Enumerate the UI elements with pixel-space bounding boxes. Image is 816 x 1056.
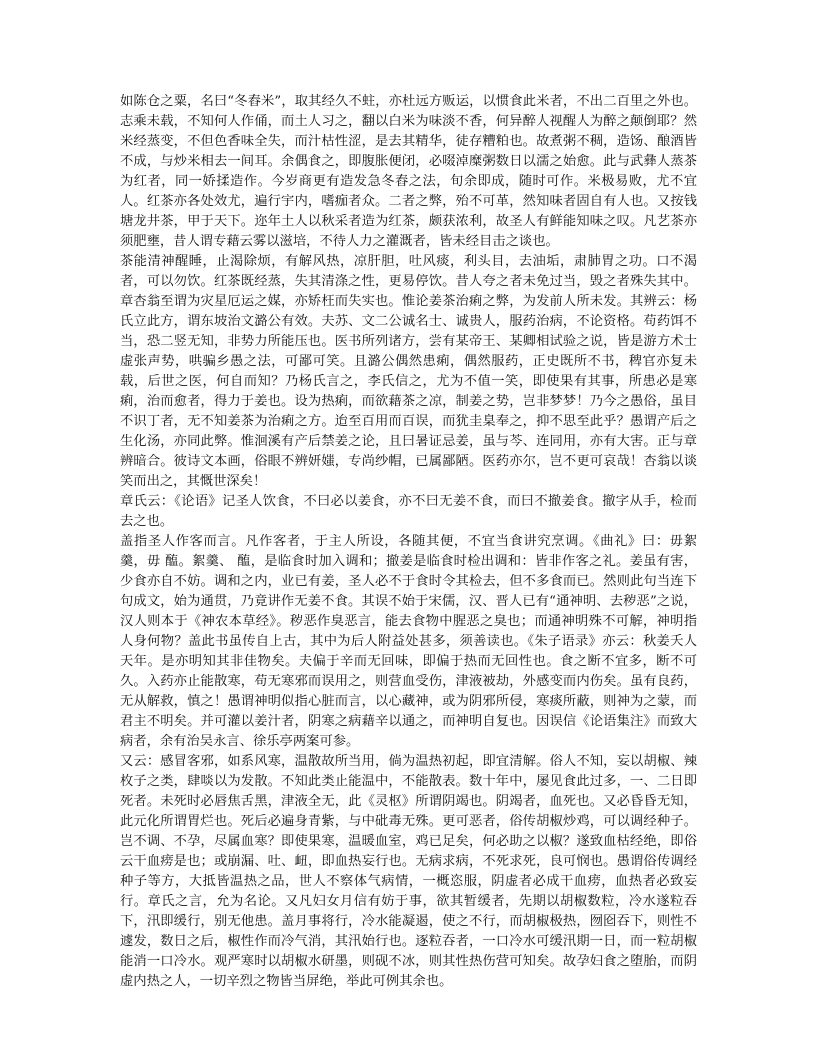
paragraph-analects-ginger: 章氏云：《论语》记圣人饮食，不曰必以姜食，亦不曰无姜不食，而曰不撤姜食。撤字从手，检而去之也。	[120, 494, 697, 529]
paragraph-guest-etiquette: 盖指圣人作客而言。凡作客者，于主人所设，各随其便，不宜当食讲究烹调。《曲礼》曰：毋絮羹，毋 醢。絮羹、 醢，是临食时加入调和；撤姜是临食时检出调和：皆非作客之礼。姜虽有害，少食亦自不妨。调和之内，业已有姜，圣人必不于食时令其检去，但不多食而已。然则此句当连下句成文，始为通贯，乃竟讲作无姜不食。其误不始于宋儒，汉、晋人已有“通神明、去秽恶”之说，汉人则本于《神农本草经》。秽恶作臭恶言，能去食物中腥恶之臭也；而通神明殊不可解，神明指人身何物？盖此书虽传自上古，其中为后人附益处甚多，须善读也。《朱子语录》亦云：秋姜夭人天年。是亦明知其非佳物矣。夫偏于辛而无回味，即偏于热而无回性也。食之断不宜多，断不可久。入药亦止能散寒，苟无寒邪而误用之，则营血受伤，津液被劫，外感变而内伤矣。虽有良药，无从解救，慎之！愚谓神明似指心脏而言，以心藏神，或为阴邪所侵，寒痰所蔽，则神为之蒙，而君主不明矣。并可灌以姜汁者，阴寒之病藉辛以通之，而神明自复也。因误信《论语集注》而致大病者，余有治吴永言、徐乐亭两案可参。	[120, 534, 697, 749]
paragraph-winter-rice: 如陈仓之粟，名曰“冬舂米”，取其经久不蛀，亦杜远方贩运，以惯食此米者，不出二百里之外也。志乘未载，不知何人作俑，而土人习之，翻以白米为味淡不香，何异醉人视醒人为醉之颠倒耶？然米经蒸变，不但色香味全失，而汁枯性涩，是去其精华，徒存糟粕也。故煮粥不稠，造饧、酿酒皆不成，与炒米相去一间耳。余偶食之，即腹胀便闭，必啜淖糜粥数日以濡之始愈。此与武彝人蒸茶为红者，同一娇揉造作。今岁商更有造发急冬舂之法，旬余即成，随时可作。米极易败，尤不宜人。红茶亦各处效尤，遍行宇内，嗜痂者众。二者之弊，殆不可革，然知味者固自有人也。又按钱塘龙井茶，甲于天下。迩年土人以秋采者造为红茶，颇获浓利，故圣人有鲜能知味之叹。凡艺茶亦须肥壅，昔人谓专藉云雾以滋培，不待人力之灌溉者，皆未经目击之谈也。	[120, 94, 697, 249]
paragraph-tea-and-ginger: 茶能清神醒睡，止渴除烦，有解风热，凉肝胆，吐风痰，利头目，去油垢，肃肺胃之功。口不渴者，可以勿饮。红茶既经蒸，失其清涤之性，更易停饮。昔人夸之者未免过当，毁之者殊失其中。章杏翁至谓为灾星厄运之媒，亦矫枉而失实也。惟论姜茶治痢之弊，为发前人所未发。其辨云：杨氏立此方，谓东坡治文潞公有效。夫苏、文二公诚名士、诚贵人，服药治病，不论资格。苟药饵不当，恐二竖无知，非势力所能压也。医书所列诸方，尝有某帝王、某卿相试验之说，皆是游方术士虚张声势，哄骗乡愚之法，可鄙可笑。且潞公偶然患痢，偶然服药，正史既所不书，稗官亦复未载，后世之医，何自而知？乃杨氏言之，李氏信之，尤为不值一笑，即使果有其事，所患必是寒痢，治而愈者，得力于姜也。设为热痢，而欲藉茶之凉，制姜之势，岂非梦梦！乃今之愚俗，虽目不识丁者，无不知姜茶为治痢之方。迨至百用而百误，而犹圭臬奉之，抑不思至此乎？愚谓产后之生化汤，亦同此弊。惟洄溪有产后禁姜之论，且曰暑证忌姜，虽与芩、连同用，亦有大害。正与章辨暗合。彼诗文本画，俗眼不辨妍媸，专尚纱帽，已属鄙陋。医药亦尔，岂不更可哀哉！杏翁以谈笑而出之，其慨世深矣！	[120, 254, 697, 489]
paragraph-pepper-warning: 又云：感冒客邪，如系风寒，温散故所当用，倘为温热初起，即宜清解。俗人不知，妄以胡椒、辣枚子之类，肆啖以为发散。不知此类止能温中，不能散表。数十年中，屡见食此过多，一、二日即死者。未死时必唇焦舌黑，津液全无，此《灵枢》所谓阴竭也。阴竭者，血死也。又必昏昏无知，此元化所谓胃烂也。死后必遍身青紫，与中砒毒无殊。更可恶者，俗传胡椒炒鸡，可以调经种子。岂不调、不孕，尽属血寒？即使果寒，温暖血室，鸡已足矣，何必助之以椒？遂致血枯经绝，即俗云干血痨是也；或崩漏、吐、衄，即血热妄行也。无病求病，不死求死，良可悯也。愚谓俗传调经种子等方，大抵皆温热之品，世人不察体气病情，一概恣服，阴虚者必成干血痨，血热者必致妄行。章氏之言，允为名论。又凡妇女月信有妨于事，欲其暂缓者，先期以胡椒数粒，冷水遂粒吞下，汛即缓行，别无他患。盖月事将行，冷水能凝遏，使之不行，而胡椒极热，囫囵吞下，则性不遽发，数日之后，椒性作而冷气消，其汛始行也。逐粒吞者，一口冷水可缓汛期一日，而一粒胡椒能消一口冷水。观严寒时以胡椒水研墨，则砚不冰，则其性热伤营可知矣。故孕妇食之堕胎，而阴虚内热之人，一切辛烈之物皆当屏绝，举此可例其余也。	[120, 754, 697, 989]
document-page	[120, 92, 697, 992]
